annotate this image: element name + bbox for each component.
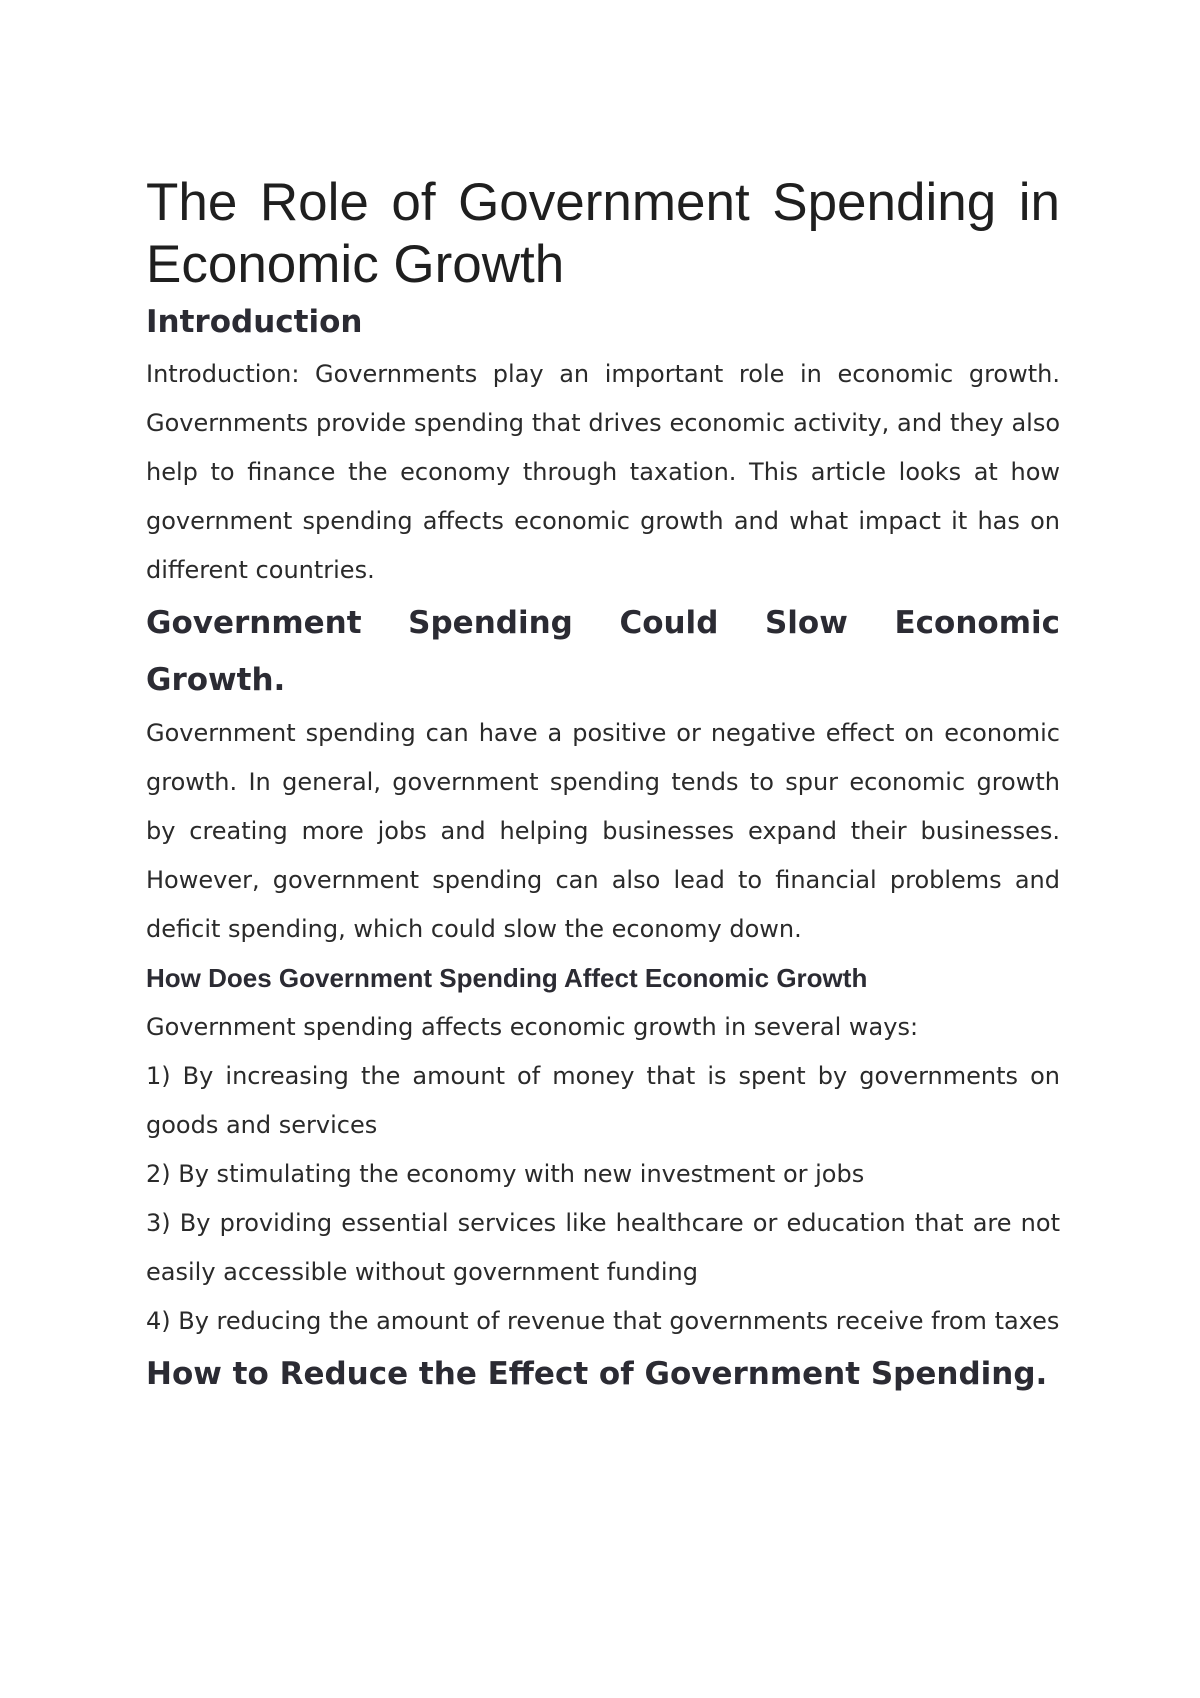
reduce-effect-heading: How to Reduce the Effect of Government Spending. (146, 1356, 1048, 1392)
affect-growth-heading: How Does Government Spending Affect Economic Growth (146, 963, 868, 993)
document-title: The Role of Government Spending in Economic Growth (146, 173, 1060, 294)
slow-growth-heading: Government Spending Could Slow Economic Growth. (146, 605, 1060, 698)
affect-growth-intro: Government spending affects economic growth in several ways: (146, 1013, 919, 1041)
introduction-heading: Introduction (146, 304, 363, 340)
list-item: 4) By reducing the amount of revenue that governments receive from taxes (146, 1307, 1060, 1335)
list-item: 2) By stimulating the economy with new investment or jobs (146, 1160, 865, 1188)
document-page (146, 172, 1060, 1403)
introduction-paragraph: Introduction: Governments play an important role in economic growth. Governments provide spending that drives economic activity, and they also help to finance the economy through taxation. This article looks at how government spending affects economic growth and what impact it has on different countries. (146, 360, 1060, 584)
slow-growth-paragraph: Government spending can have a positive or negative effect on economic growth. In general, government spending tends to spur economic growth by creating more jobs and helping businesses expand their businesses. However, government spending can also lead to financial problems and deficit spending, which could slow the economy down. (146, 719, 1060, 943)
list-item: 1) By increasing the amount of money that is spent by governments on goods and services (146, 1062, 1060, 1139)
list-item: 3) By providing essential services like healthcare or education that are not easily accessible without government funding (146, 1209, 1060, 1286)
